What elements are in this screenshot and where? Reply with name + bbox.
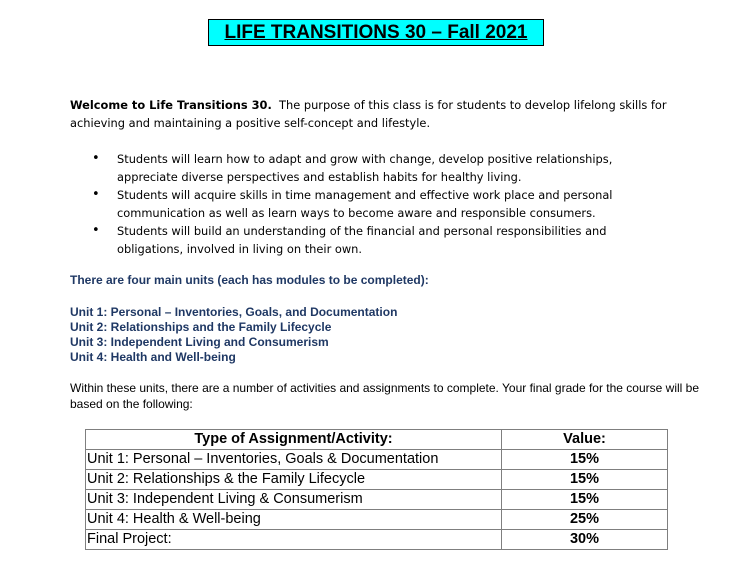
assignment-type: Final Project: (86, 530, 502, 550)
grade-table (85, 429, 668, 550)
assignment-value: 30% (502, 530, 668, 550)
unit-item: Unit 3: Independent Living and Consumerism (70, 335, 329, 349)
table-row (86, 530, 668, 550)
column-header-type: Type of Assignment/Activity: (86, 430, 502, 450)
column-header-value: Value: (502, 430, 668, 450)
intro-text: The purpose of this class is for students to develop lifelong skills for achieving and maintaining a positive self-concept and lifestyle. (70, 98, 667, 130)
table-row (86, 450, 668, 470)
assignment-value: 15% (502, 490, 668, 510)
intro-paragraph (70, 96, 680, 132)
intro-lead: Welcome to Life Transitions 30. (70, 98, 272, 112)
table-row (86, 510, 668, 530)
table-header-row (86, 430, 668, 450)
objective-item: • Students will learn how to adapt and grow with change, develop positive relationships, appreciate diverse perspectives and establish habits for healthy living. (70, 150, 670, 186)
units-list (70, 305, 397, 365)
objectives-list (70, 150, 670, 258)
unit-item: Unit 1: Personal – Inventories, Goals, and Documentation (70, 305, 398, 319)
assignment-value: 15% (502, 450, 668, 470)
assignment-type: Unit 2: Relationships & the Family Lifecycle (86, 470, 502, 490)
objective-item: • Students will acquire skills in time management and effective work place and personal communication as well as learn ways to become aware and responsible consumers. (70, 186, 670, 222)
assignment-type: Unit 4: Health & Well-being (86, 510, 502, 530)
page-title (208, 19, 544, 46)
assignment-value: 25% (502, 510, 668, 530)
table-row (86, 470, 668, 490)
page-title-text: LIFE TRANSITIONS 30 – Fall 2021 (224, 22, 528, 43)
table-row (86, 490, 668, 510)
unit-item: Unit 2: Relationships and the Family Lifecycle (70, 320, 332, 334)
unit-item: Unit 4: Health and Well-being (70, 350, 236, 364)
assignment-type: Unit 3: Independent Living & Consumerism (86, 490, 502, 510)
assignment-value: 15% (502, 470, 668, 490)
objective-item: • Students will build an understanding of the financial and personal responsibilities and obligations, involved in living on their own. (70, 222, 670, 258)
assignment-type: Unit 1: Personal – Inventories, Goals & Documentation (86, 450, 502, 470)
units-heading: There are four main units (each has modules to be completed): (70, 273, 429, 287)
grading-intro: Within these units, there are a number of activities and assignments to complete. Your final grade for the course will be based on the following: (70, 381, 700, 411)
